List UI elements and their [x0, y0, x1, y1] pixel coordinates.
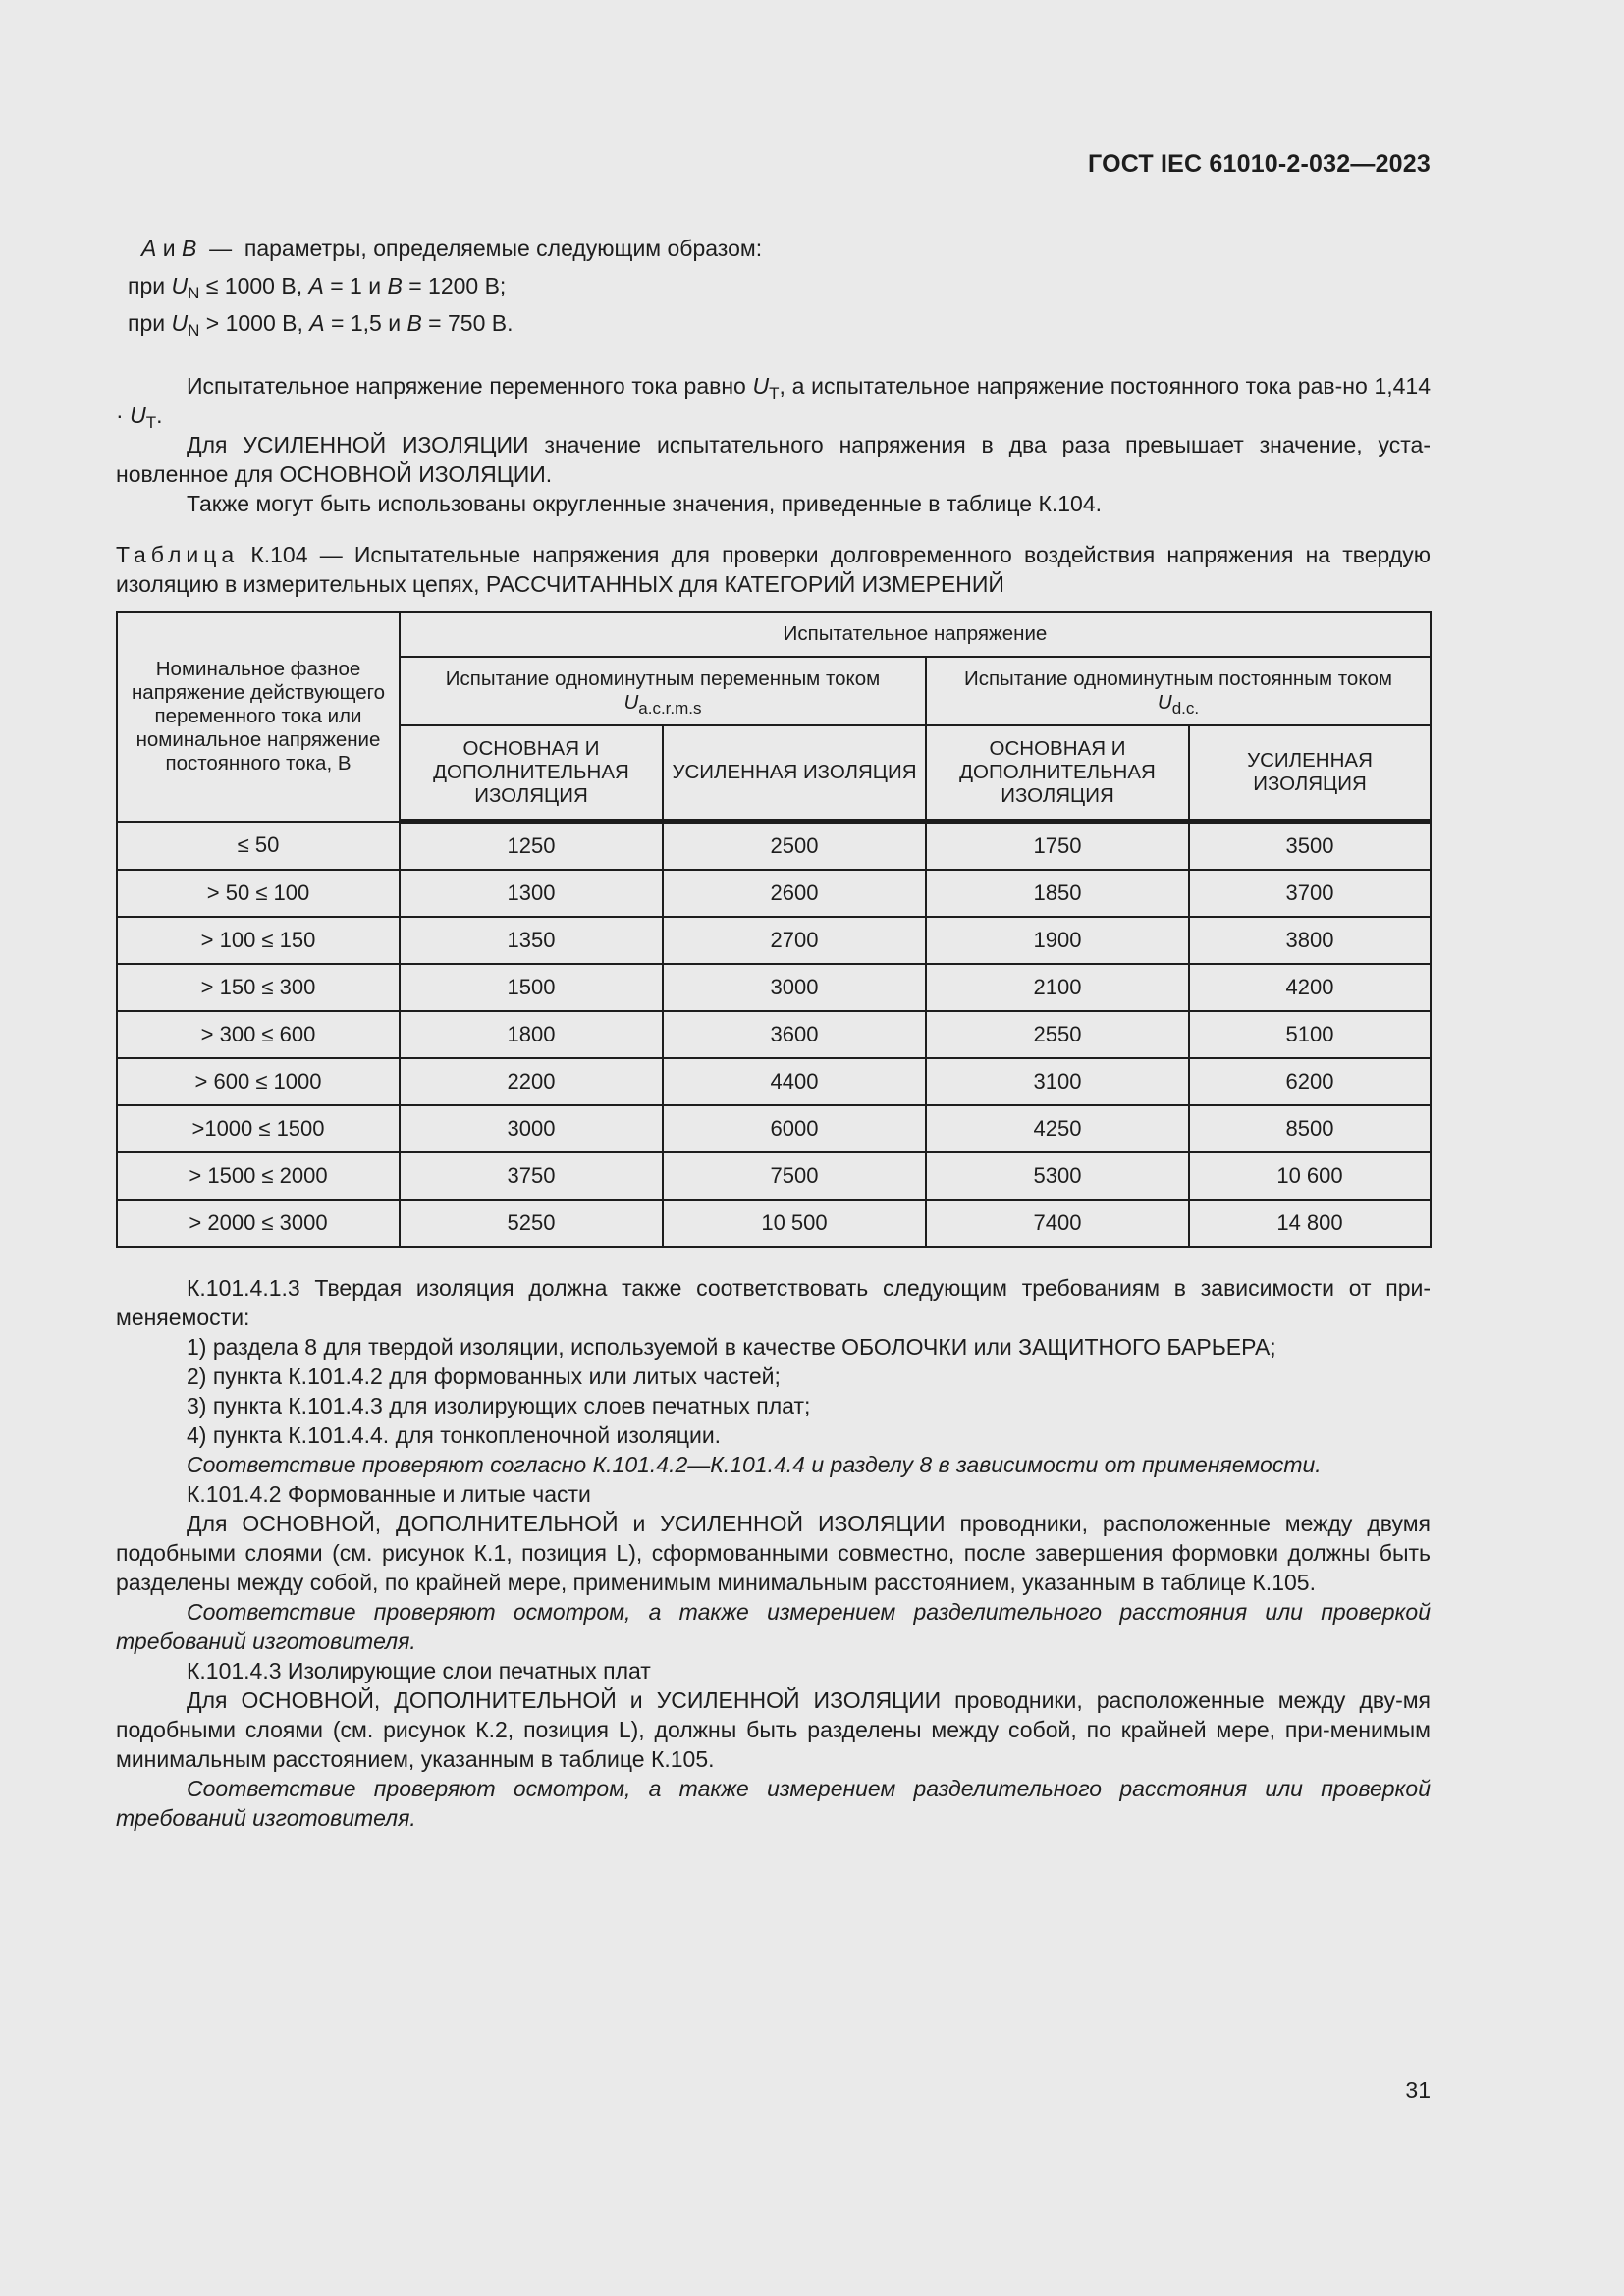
test-voltage-cell: 14 800 — [1189, 1200, 1431, 1247]
list-item: 2) пункта К.101.4.2 для формованных или литых частей; — [187, 1363, 781, 1389]
condition-1 — [116, 271, 1431, 300]
table-label: Таблица — [116, 542, 240, 567]
test-voltage-cell: 3750 — [400, 1152, 663, 1200]
compliance-text: Соответствие проверяют осмотром, а также измерением разделительного расстояния или проверкой требований изготовителя. — [116, 1776, 1431, 1831]
test-voltage-table — [116, 611, 1432, 1248]
test-voltage-cell: 4250 — [926, 1105, 1189, 1152]
test-voltage-cell: 1750 — [926, 822, 1189, 871]
compliance-note-2 — [116, 1597, 1431, 1656]
test-voltage-cell: 7500 — [663, 1152, 926, 1200]
symbol-a: A — [141, 236, 157, 261]
test-voltage-cell: 10 600 — [1189, 1152, 1431, 1200]
nominal-voltage-cell: > 300 ≤ 600 — [117, 1011, 400, 1058]
symbol-u: U — [752, 373, 770, 399]
text: = 1 и — [323, 273, 388, 298]
test-voltage-cell: 7400 — [926, 1200, 1189, 1247]
table-row — [117, 964, 1431, 1011]
symbol-a: A — [309, 310, 325, 336]
text: ≤ 1000 В, — [199, 273, 309, 298]
subscript: T — [145, 413, 157, 432]
table-caption-text: К.104 — Испытательные напряжения для проверки долговременного воздействия напряжения на твердую изоляцию в измерительных цепях, РАССЧИТАННЫХ для КАТЕГОРИЙ ИЗМЕРЕНИЙ — [116, 542, 1431, 597]
test-voltage-cell: 1500 — [400, 964, 663, 1011]
test-voltage-cell: 3600 — [663, 1011, 926, 1058]
symbol-a: A — [308, 273, 324, 298]
dc-symbol — [927, 691, 1430, 718]
subscript: d.c. — [1171, 699, 1200, 718]
table-row — [117, 1058, 1431, 1105]
paragraph-test-voltage — [116, 371, 1431, 430]
nominal-voltage-cell: >1000 ≤ 1500 — [117, 1105, 400, 1152]
subscript: T — [769, 384, 780, 402]
compliance-note-1 — [116, 1450, 1431, 1479]
text: и — [156, 236, 182, 261]
test-voltage-cell: 5250 — [400, 1200, 663, 1247]
test-voltage-cell: 1900 — [926, 917, 1189, 964]
header-dc-reinforced: УСИЛЕННАЯ ИЗОЛЯЦИЯ — [1189, 725, 1431, 822]
text: = 750 В. — [421, 310, 514, 336]
nominal-voltage-cell: > 1500 ≤ 2000 — [117, 1152, 400, 1200]
page-number: 31 — [1405, 2077, 1431, 2103]
symbol-u: U — [171, 273, 189, 298]
table-row — [117, 1200, 1431, 1247]
condition-2 — [116, 308, 1431, 338]
compliance-text: Соответствие проверяют осмотром, а также измерением разделительного расстояния или проверкой требований изготовителя. — [116, 1599, 1431, 1654]
header-test-voltage: Испытательное напряжение — [400, 612, 1431, 657]
symbol-b: B — [181, 236, 197, 261]
test-voltage-cell: 5300 — [926, 1152, 1189, 1200]
paragraph-molded: Для ОСНОВНОЙ, ДОПОЛНИТЕЛЬНОЙ и УСИЛЕННОЙ ИЗОЛЯЦИИ проводники, расположенные между двумя подобными слоями (см. рисунок К.1, позиция L), сформованными совместно, после завершения формовки должны быть разделены между собой, по крайней мере, применимым минимальным расстоянием, указанным в таблице К.105. — [116, 1511, 1431, 1595]
compliance-text: Соответствие проверяют согласно К.101.4.2—К.101.4.4 и разделу 8 в зависимости от применяемости. — [187, 1452, 1322, 1477]
table-row — [117, 1011, 1431, 1058]
header-ac-test — [400, 657, 926, 725]
nominal-voltage-cell: > 100 ≤ 150 — [117, 917, 400, 964]
test-voltage-cell: 6200 — [1189, 1058, 1431, 1105]
symbol-b: B — [406, 310, 422, 336]
table-body — [117, 822, 1431, 1248]
header-ac-basic: ОСНОВНАЯ И ДОПОЛНИТЕЛЬНАЯ ИЗОЛЯЦИЯ — [400, 725, 663, 822]
text: = 1,5 и — [324, 310, 407, 336]
paragraph-reinforced: Для УСИЛЕННОЙ ИЗОЛЯЦИИ значение испытательного напряжения в два раза превышает значение, уста-новленное для ОСНОВНОЙ ИЗОЛЯЦИИ. — [116, 432, 1431, 487]
definition-ab — [116, 234, 1431, 263]
header-ac-reinforced: УСИЛЕННАЯ ИЗОЛЯЦИЯ — [663, 725, 926, 822]
nominal-voltage-cell: > 150 ≤ 300 — [117, 964, 400, 1011]
ac-symbol — [401, 691, 925, 718]
dc-test-label: Испытание одноминутным постоянным током — [963, 667, 1393, 690]
symbol-b: B — [387, 273, 403, 298]
text: = 1200 В; — [402, 273, 507, 298]
header-nominal-voltage: Номинальное фазное напряжение действующего переменного тока или номинальное напряжение постоянного тока, В — [117, 612, 400, 822]
nominal-voltage-cell: > 600 ≤ 1000 — [117, 1058, 400, 1105]
test-voltage-cell: 3000 — [400, 1105, 663, 1152]
subscript: a.c.r.m.s — [638, 699, 702, 718]
subscript: N — [188, 284, 200, 302]
test-voltage-cell: 3500 — [1189, 822, 1431, 871]
test-voltage-cell: 3000 — [663, 964, 926, 1011]
test-voltage-cell: 3700 — [1189, 870, 1431, 917]
test-voltage-cell: 6000 — [663, 1105, 926, 1152]
nominal-voltage-cell: > 50 ≤ 100 — [117, 870, 400, 917]
table-caption — [116, 540, 1431, 599]
test-voltage-cell: 2700 — [663, 917, 926, 964]
symbol-u: U — [1157, 691, 1172, 714]
table-row — [117, 822, 1431, 871]
test-voltage-cell: 10 500 — [663, 1200, 926, 1247]
compliance-note-3 — [116, 1774, 1431, 1833]
nominal-voltage-cell: > 2000 ≤ 3000 — [117, 1200, 400, 1247]
paragraph-k10141-3: К.101.4.1.3 Твердая изоляция должна также соответствовать следующим требованиям в зависимости от при-меняемости: — [116, 1275, 1431, 1330]
text: , а испытательное напряжение постоянного тока рав-но 1,414 · — [116, 373, 1431, 428]
paragraph-pcb: Для ОСНОВНОЙ, ДОПОЛНИТЕЛЬНОЙ и УСИЛЕННОЙ ИЗОЛЯЦИИ проводники, расположенные между дву-мя подобными слоями (см. рисунок К.2, позиция L), должны быть разделены между собой, по крайней мере, при-менимым минимальным расстоянием, указанным в таблице К.105. — [116, 1687, 1431, 1772]
test-voltage-cell: 4200 — [1189, 964, 1431, 1011]
table-row — [117, 917, 1431, 964]
text: > 1000 В, — [199, 310, 310, 336]
page-content — [116, 234, 1431, 1833]
ac-test-label: Испытание одноминутным переменным током — [445, 667, 881, 690]
definition-text: — параметры, определяемые следующим образом: — [196, 236, 763, 261]
paragraph-rounded: Также могут быть использованы округленные значения, приведенные в таблице К.104. — [187, 491, 1103, 516]
text: при — [128, 273, 172, 298]
subscript: N — [188, 321, 200, 340]
symbol-u: U — [623, 691, 639, 714]
test-voltage-cell: 2500 — [663, 822, 926, 871]
test-voltage-cell: 1350 — [400, 917, 663, 964]
list-item: 3) пункта К.101.4.3 для изолирующих слоев печатных плат; — [187, 1393, 811, 1418]
table-row — [117, 1152, 1431, 1200]
test-voltage-cell: 2550 — [926, 1011, 1189, 1058]
test-voltage-cell: 1850 — [926, 870, 1189, 917]
test-voltage-cell: 5100 — [1189, 1011, 1431, 1058]
requirements-list — [116, 1332, 1431, 1450]
test-voltage-cell: 2200 — [400, 1058, 663, 1105]
table-row — [117, 1105, 1431, 1152]
list-item: 4) пункта К.101.4.4. для тонкопленочной изоляции. — [187, 1422, 722, 1448]
test-voltage-cell: 2600 — [663, 870, 926, 917]
table-row — [117, 870, 1431, 917]
symbol-u: U — [130, 402, 146, 428]
test-voltage-cell: 8500 — [1189, 1105, 1431, 1152]
nominal-voltage-cell: ≤ 50 — [117, 822, 400, 871]
test-voltage-cell: 3100 — [926, 1058, 1189, 1105]
header-dc-basic: ОСНОВНАЯ И ДОПОЛНИТЕЛЬНАЯ ИЗОЛЯЦИЯ — [926, 725, 1189, 822]
document-id-header: ГОСТ IEC 61010-2-032—2023 — [1088, 150, 1431, 178]
text: . — [156, 402, 163, 428]
test-voltage-cell: 1300 — [400, 870, 663, 917]
test-voltage-cell: 1250 — [400, 822, 663, 871]
text: Испытательное напряжение переменного тока равно — [187, 373, 753, 399]
test-voltage-cell: 2100 — [926, 964, 1189, 1011]
text: при — [128, 310, 172, 336]
test-voltage-cell: 1800 — [400, 1011, 663, 1058]
heading-k10143: К.101.4.3 Изолирующие слои печатных плат — [187, 1658, 651, 1683]
list-item: 1) раздела 8 для твердой изоляции, используемой в качестве ОБОЛОЧКИ или ЗАЩИТНОГО БАРЬЕРА; — [187, 1334, 1276, 1360]
test-voltage-cell: 4400 — [663, 1058, 926, 1105]
heading-k10142: К.101.4.2 Формованные и литые части — [187, 1481, 591, 1507]
symbol-u: U — [171, 310, 189, 336]
test-voltage-cell: 3800 — [1189, 917, 1431, 964]
header-dc-test — [926, 657, 1431, 725]
